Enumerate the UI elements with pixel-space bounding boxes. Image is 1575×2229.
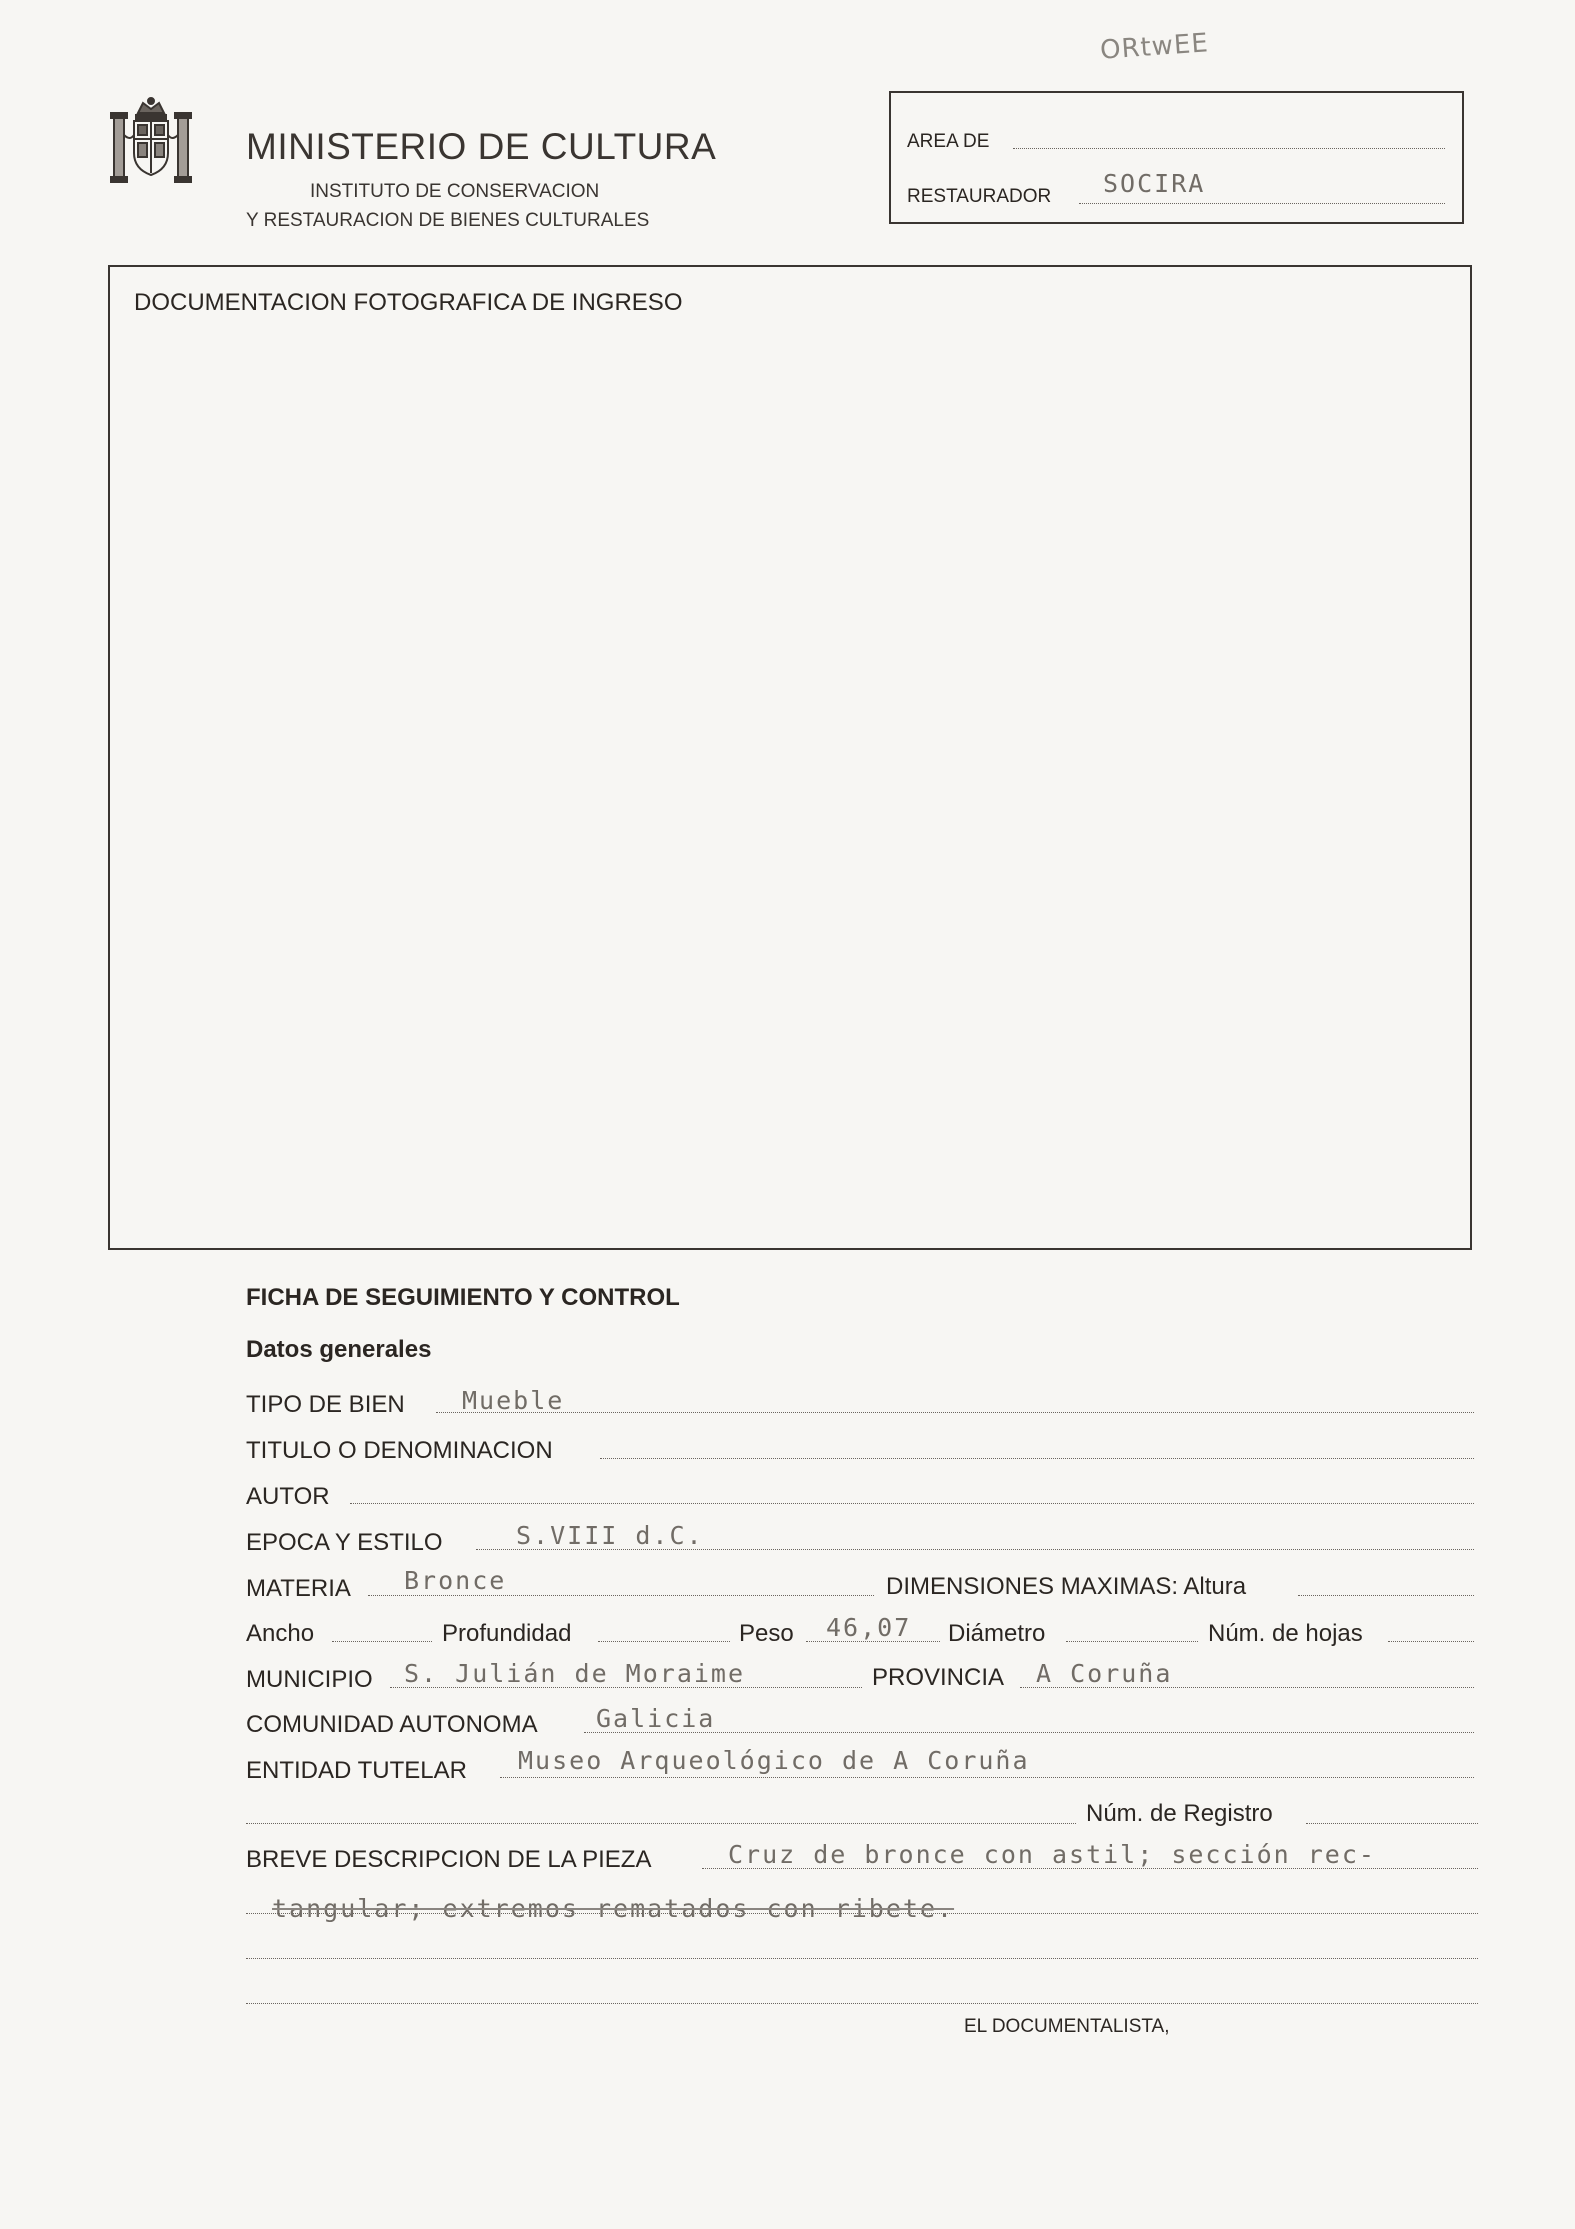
descripcion-label: BREVE DESCRIPCION DE LA PIEZA xyxy=(246,1846,652,1873)
hojas-label: Núm. de hojas xyxy=(1208,1620,1363,1647)
form-title: FICHA DE SEGUIMIENTO Y CONTROL xyxy=(246,1284,680,1311)
area-label: AREA DE xyxy=(907,131,990,152)
epoca-label: EPOCA Y ESTILO xyxy=(246,1529,443,1556)
diametro-label: Diámetro xyxy=(948,1620,1046,1647)
ancho-field[interactable] xyxy=(332,1641,432,1642)
provincia-value: A Coruña xyxy=(1036,1659,1173,1688)
profundidad-field[interactable] xyxy=(598,1641,730,1642)
tipo-value: Mueble xyxy=(462,1386,565,1415)
profundidad-label: Profundidad xyxy=(442,1620,572,1647)
materia-value: Bronce xyxy=(404,1566,507,1595)
descripcion-field-3[interactable] xyxy=(246,1958,1478,1959)
registro-field[interactable] xyxy=(1306,1823,1478,1824)
municipio-label: MUNICIPIO xyxy=(246,1666,373,1693)
area-field[interactable] xyxy=(1013,148,1445,149)
ancho-label: Ancho xyxy=(246,1620,315,1647)
handwritten-note: ORtwEE xyxy=(1099,28,1210,66)
institute-line-1: INSTITUTO DE CONSERVACION xyxy=(310,181,600,202)
area-restaurador-box xyxy=(889,91,1464,224)
peso-label: Peso xyxy=(739,1620,794,1647)
peso-value: 46,07 xyxy=(826,1613,912,1642)
entidad-field[interactable] xyxy=(500,1777,1474,1778)
form-subtitle: Datos generales xyxy=(246,1336,432,1363)
materia-label: MATERIA xyxy=(246,1575,351,1602)
autor-label: AUTOR xyxy=(246,1483,330,1510)
entidad-label: ENTIDAD TUTELAR xyxy=(246,1757,467,1784)
ministry-title: MINISTERIO DE CULTURA xyxy=(246,126,717,167)
photo-documentation-box xyxy=(108,265,1472,1250)
descripcion-line-1: Cruz de bronce con astil; sección rec- xyxy=(728,1840,1376,1869)
registro-label: Núm. de Registro xyxy=(1086,1800,1273,1827)
photo-section-title: DOCUMENTACION FOTOGRAFICA DE INGRESO xyxy=(134,289,683,316)
epoca-value: S.VIII d.C. xyxy=(516,1521,704,1550)
autor-field[interactable] xyxy=(350,1503,1474,1504)
comunidad-label: COMUNIDAD AUTONOMA xyxy=(246,1711,538,1738)
entidad-value: Museo Arqueológico de A Coruña xyxy=(518,1746,1030,1775)
restaurador-value: SOCIRA xyxy=(1103,169,1206,198)
restaurador-label: RESTAURADOR xyxy=(907,186,1052,207)
comunidad-field[interactable] xyxy=(584,1732,1474,1733)
titulo-label: TITULO O DENOMINACION xyxy=(246,1437,553,1464)
materia-field[interactable] xyxy=(368,1595,874,1596)
descripcion-line-2: tangular; extremos rematados con ribete. xyxy=(272,1894,955,1923)
documentalista-label: EL DOCUMENTALISTA, xyxy=(964,2016,1170,2037)
tipo-field[interactable] xyxy=(436,1412,1474,1413)
dimensiones-label: DIMENSIONES MAXIMAS: Altura xyxy=(886,1573,1247,1600)
altura-field[interactable] xyxy=(1298,1595,1474,1596)
hojas-field[interactable] xyxy=(1388,1641,1474,1642)
entidad-field-continued[interactable] xyxy=(246,1823,1076,1824)
diametro-field[interactable] xyxy=(1066,1641,1198,1642)
coat-of-arms-icon xyxy=(108,95,194,185)
tipo-label: TIPO DE BIEN xyxy=(246,1391,405,1418)
institute-line-2: Y RESTAURACION DE BIENES CULTURALES xyxy=(246,210,650,231)
restaurador-field[interactable] xyxy=(1079,203,1445,204)
provincia-label: PROVINCIA xyxy=(872,1664,1005,1691)
titulo-field[interactable] xyxy=(600,1458,1474,1459)
municipio-value: S. Julián de Moraime xyxy=(404,1659,746,1688)
comunidad-value: Galicia xyxy=(596,1704,716,1733)
descripcion-field-4[interactable] xyxy=(246,2003,1478,2004)
